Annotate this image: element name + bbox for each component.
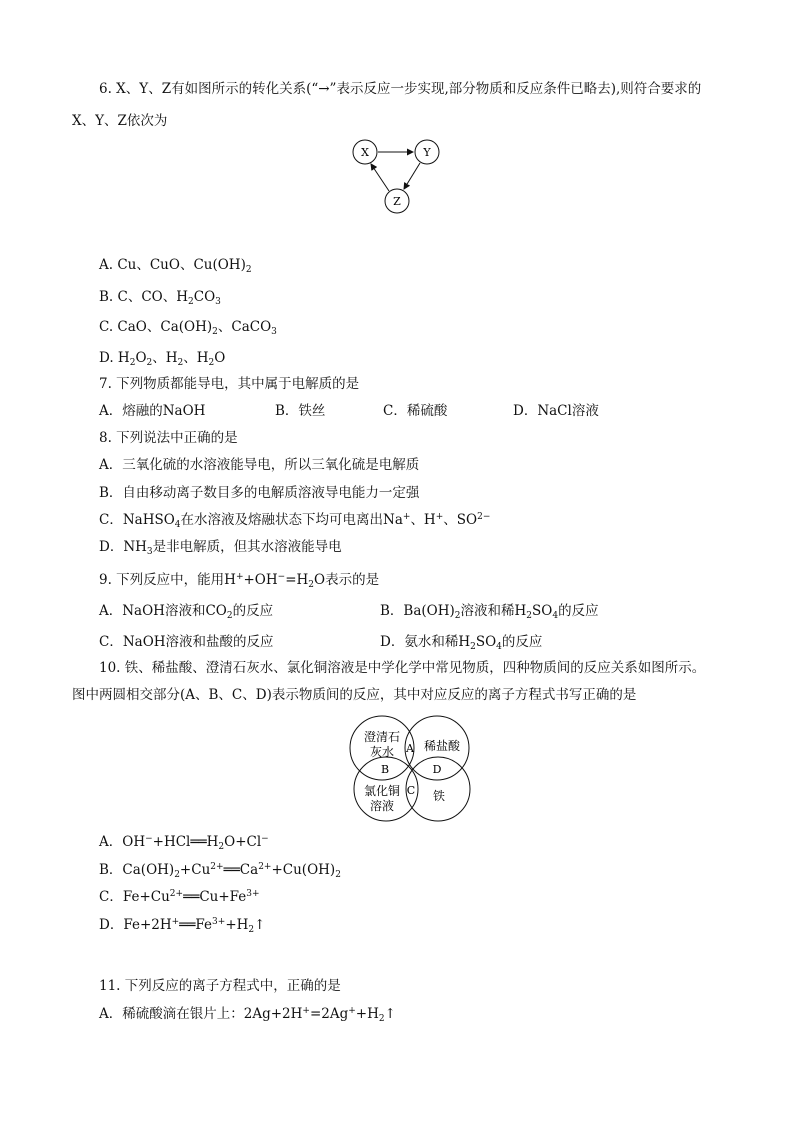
q9-options-row2 xyxy=(99,633,659,651)
q9-option-d: D．氨水和稀$H_2SO_4$的反应 xyxy=(380,634,543,652)
intersection-b-label: B xyxy=(380,763,390,776)
q6-option-c: C. CaO、$Ca(OH)_2$、CaCO$_3$ xyxy=(99,319,277,337)
q6-stem-line1: 6. X、Y、Z有如图所示的转化关系(“→”表示反应一步实现,部分物质和反应条件已略去),则符合要求的 xyxy=(99,81,702,97)
node-x-label: X xyxy=(361,146,369,159)
limewater-label-line1: 澄清石 xyxy=(363,730,401,744)
q10-option-a: A．$OH^-+HCl══H_2O+Cl^-$ xyxy=(99,834,269,852)
intersection-a-label: A xyxy=(406,742,414,755)
copper-chloride-label-line2: 溶液 xyxy=(369,799,395,813)
arrow-y-to-z xyxy=(404,163,420,189)
q8-option-c: C．NaHSO$_4$在水溶液及熔融状态下均可电离出Na+、H+、$SO^{2-}$ xyxy=(99,512,491,530)
q9-stem: 9. 下列反应中，能用$H^++OH^-=H_2O$表示的是 xyxy=(99,572,380,590)
q8-option-a: A．三氧化硫的水溶液能导电，所以三氧化硫是电解质 xyxy=(99,457,420,473)
q8-option-b: B．自由移动离子数目多的电解质溶液导电能力一定强 xyxy=(99,485,420,501)
q11-stem: 11. 下列反应的离子方程式中，正确的是 xyxy=(99,978,341,994)
q10-stem-line2: 图中两圆相交部分(A、B、C、D)表示物质间的反应，其中对应反应的离子方程式书写正确的是 xyxy=(72,687,637,703)
copper-chloride-label-line1: 氯化铜 xyxy=(363,784,401,798)
q6-option-d: D. $H_2O_2$、$H_2$、$H_2O$ xyxy=(99,350,226,368)
q10-option-c: C．$Fe+Cu^{2+}══Cu+Fe^{3+}$ xyxy=(99,889,260,905)
q9-options-row1 xyxy=(99,602,659,620)
q10-venn-diagram xyxy=(349,715,473,825)
q10-option-d: D．$Fe+2H^+══Fe^{3+}+H_2↑$ xyxy=(99,917,266,935)
q7-option-d: D．NaCl溶液 xyxy=(513,403,599,419)
q9-option-b: B．$Ba(OH)_2$溶液和稀$H_2SO_4$的反应 xyxy=(380,603,599,621)
node-z-label: Z xyxy=(393,195,401,208)
q6-stem-line2: X、Y、Z依次为 xyxy=(72,113,168,129)
q6-cycle-diagram xyxy=(345,136,449,220)
q9-option-c: C．NaOH溶液和盐酸的反应 xyxy=(99,634,274,650)
q7-option-c: C．稀硫酸 xyxy=(383,403,448,419)
q7-options xyxy=(99,402,659,420)
arrow-z-to-x xyxy=(371,164,389,191)
q8-option-d: D．$NH_3$是非电解质，但其水溶液能导电 xyxy=(99,539,342,557)
q11-option-a: A．稀硫酸滴在银片上：$2Ag+2H^+=2Ag^++H_2↑$ xyxy=(99,1006,396,1024)
q7-option-a: A．熔融的NaOH xyxy=(99,403,206,419)
q10-option-b: B．$Ca(OH)_2+Cu^{2+}══Ca^{2+}+Cu(OH)_2$ xyxy=(99,862,341,880)
q6-option-a: A. Cu、CuO、$Cu(OH)_2$ xyxy=(99,257,252,275)
q9-option-a: A．NaOH溶液和$CO_2$的反应 xyxy=(99,603,274,621)
hydrochloric-acid-label: 稀盐酸 xyxy=(423,739,461,753)
q6-option-b: B. C、CO、$H_2CO_3$ xyxy=(99,289,221,307)
limewater-label-line2: 灰水 xyxy=(369,745,395,759)
intersection-c-label: C xyxy=(406,784,416,797)
node-y-label: Y xyxy=(423,146,431,159)
iron-label: 铁 xyxy=(432,789,446,803)
q10-stem-line1: 10. 铁、稀盐酸、澄清石灰水、氯化铜溶液是中学化学中常见物质，四种物质间的反应关系如图所示。 xyxy=(99,660,706,676)
q7-option-b: B．铁丝 xyxy=(275,403,326,419)
q8-stem: 8. 下列说法中正确的是 xyxy=(99,430,238,446)
intersection-d-label: D xyxy=(432,763,442,776)
q7-stem: 7. 下列物质都能导电，其中属于电解质的是 xyxy=(99,376,360,392)
